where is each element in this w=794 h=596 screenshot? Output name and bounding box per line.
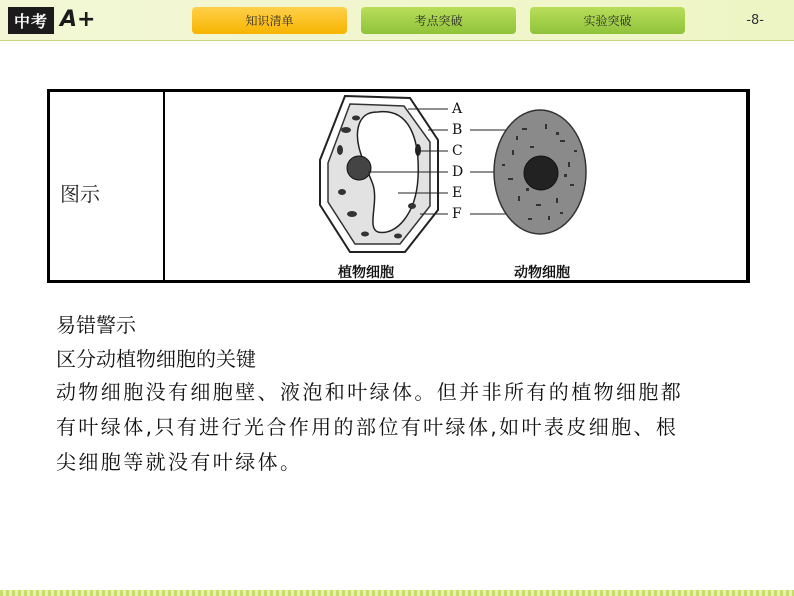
chloroplast-9	[352, 116, 360, 121]
chloroplast-8	[394, 234, 402, 239]
bottom-decorative-bar	[0, 590, 794, 596]
animal-cell-illustration	[494, 110, 586, 234]
plant-nucleus	[347, 156, 371, 180]
tab-experiments[interactable]: 实验突破	[530, 7, 685, 34]
chloroplast-5	[361, 232, 369, 237]
animal-cell-caption: 动物细胞	[514, 265, 570, 281]
page-number: -8-	[746, 13, 764, 28]
label-f: F	[452, 206, 462, 222]
chloroplast-3	[338, 189, 346, 195]
figure-row-label: 图示	[60, 182, 100, 206]
chloroplast-4	[347, 211, 357, 217]
chloroplast-6	[415, 144, 421, 156]
tab-knowledge-list[interactable]: 知识清单	[192, 7, 347, 34]
plant-cell-illustration	[320, 96, 438, 252]
label-e: E	[452, 185, 463, 201]
distinction-heading: 区分动植物细胞的关键	[56, 347, 256, 371]
chloroplast-1	[341, 127, 351, 133]
logo-text: 中考	[8, 7, 54, 34]
logo-mark: A+	[60, 7, 96, 32]
label-b: B	[452, 122, 463, 138]
body-line-2: 有叶绿体,只有进行光合作用的部位有叶绿体,如叶表皮细胞、根	[56, 415, 679, 439]
label-a: A	[452, 101, 463, 117]
chloroplast-2	[337, 145, 343, 155]
label-d: D	[452, 164, 464, 180]
warning-heading: 易错警示	[56, 313, 136, 337]
body-line-3: 尖细胞等就没有叶绿体。	[56, 450, 303, 474]
body-line-1: 动物细胞没有细胞壁、液泡和叶绿体。但并非所有的植物细胞都	[56, 380, 684, 404]
label-c: C	[452, 143, 463, 159]
animal-nucleus	[524, 156, 558, 190]
chloroplast-7	[408, 203, 416, 209]
tab-key-points[interactable]: 考点突破	[361, 7, 516, 34]
plant-cell-caption: 植物细胞	[338, 265, 394, 281]
